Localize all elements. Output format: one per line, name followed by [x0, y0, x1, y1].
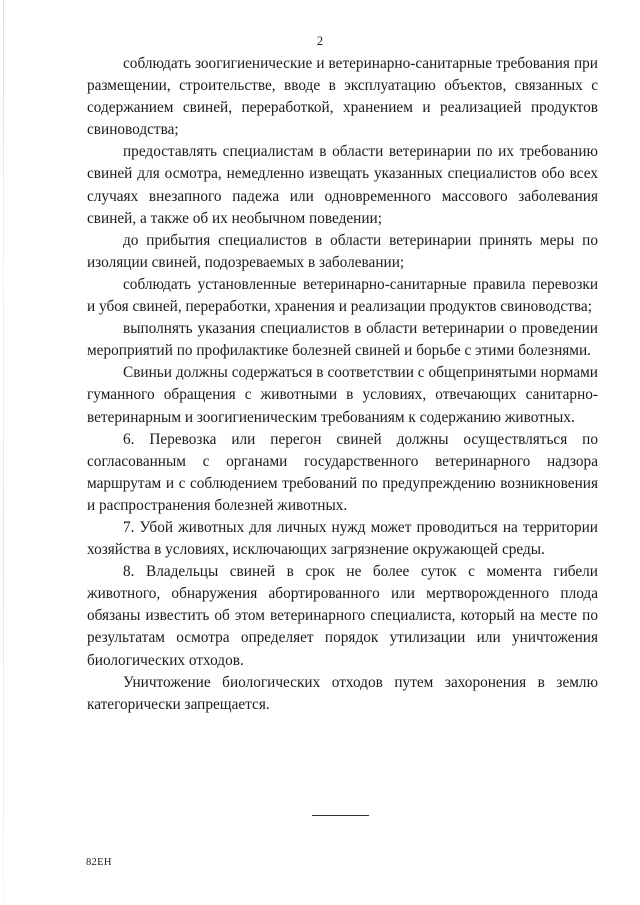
- paragraph-6: Свиньи должны содержаться в соответствии с общепринятыми нормами гуманного обращения с животными в условиях, отвечающих санитарно-ветеринарным и зоогигиеническим требованиям к содержанию животных.: [87, 364, 598, 426]
- paragraph-5: выполнять указания специалистов в области ветеринарии о проведении мероприятий по профилактике болезней свиней и борьбе с этими болезнями.: [87, 320, 598, 360]
- paragraph-9: 8. Владельцы свиней в срок не более суток с момента гибели животного, обнаружения абортированного или мертворожденного плода обязаны известить об этом ветеринарного специалиста, который на месте по результатам осмотра определяет порядок утилизации или уничтожения биологических отходов.: [87, 563, 598, 669]
- document-body: [87, 53, 598, 716]
- paragraph-2: предоставлять специалистам в области ветеринарии по их требованию свиней для осмотра, немедленно извещать указанных специалистов обо всех случаях внезапного падежа или одновременного массового заболевания свиней, а также об их необычном поведении;: [87, 143, 598, 227]
- document-code: 82ЕН: [86, 857, 112, 868]
- paragraph-3: до прибытия специалистов в области ветеринарии принять меры по изоляции свиней, подозреваемых в заболевании;: [87, 231, 598, 271]
- paragraph-8: 7. Убой животных для личных нужд может проводиться на территории хозяйства в условиях, исключающих загрязнение окружающей среды.: [87, 518, 598, 559]
- scan-edge: [3, 0, 4, 905]
- paragraph-1: соблюдать зоогигиенические и ветеринарно-санитарные требования при размещении, строительстве, вводе в эксплуатацию объектов, связанных с содержанием свиней, переработкой, хранением и реализацией продуктов свиноводства;: [87, 55, 598, 139]
- paragraph-4: соблюдать установленные ветеринарно-санитарные правила перевозки и убоя свиней, переработки, хранения и реализации продуктов свиноводства;: [87, 275, 598, 316]
- closing-divider: [312, 815, 369, 816]
- page-number: 2: [316, 34, 324, 48]
- paragraph-7: 6. Перевозка или перегон свиней должны осуществляться по согласованным с органами государственного ветеринарного надзора маршрутам и с соблюдением требований по предупреждению возникновения и распространения болезней животных.: [87, 430, 598, 514]
- paragraph-10: Уничтожение биологических отходов путем захоронения в землю категорически запрещается.: [87, 673, 598, 713]
